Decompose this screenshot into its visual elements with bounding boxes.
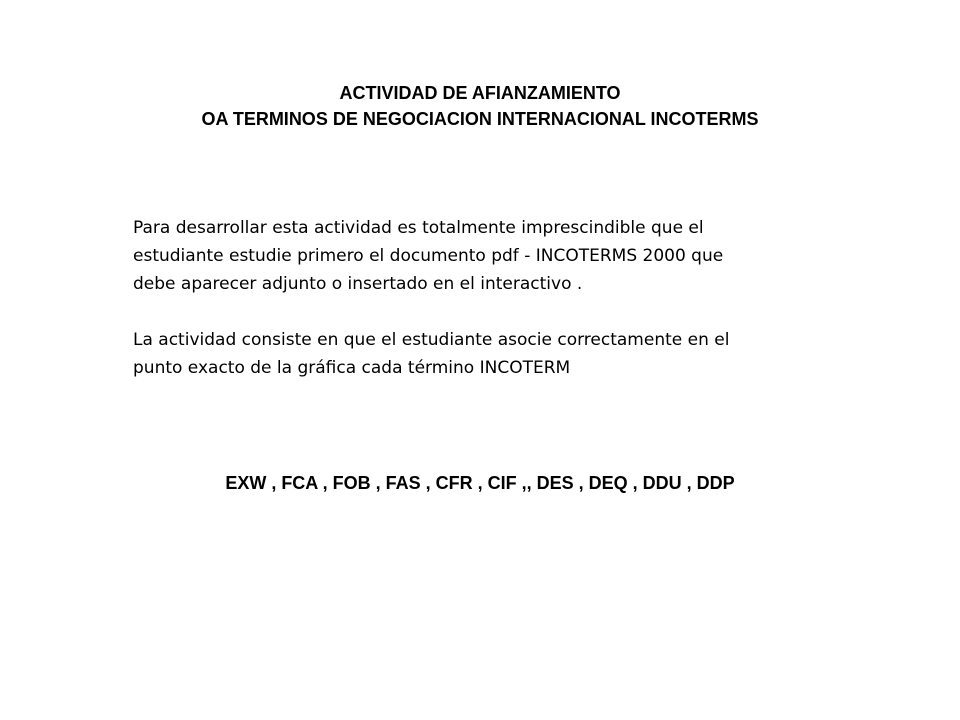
- paragraph-1-line: Para desarrollar esta actividad es totalmente imprescindible que el: [133, 218, 704, 238]
- paragraph-1-line: debe aparecer adjunto o insertado en el interactivo .: [133, 274, 583, 294]
- paragraph-spacer: [133, 298, 853, 326]
- paragraph-1-line: estudiante estudie primero el documento pdf - INCOTERMS 2000 que: [133, 246, 724, 266]
- paragraph-2-line: La actividad consiste en que el estudiante asocie correctamente en el: [133, 330, 730, 350]
- paragraph-2-line: punto exacto de la gráfica cada término INCOTERM: [133, 358, 571, 378]
- instructions-text: [133, 214, 853, 382]
- title-line-1: ACTIVIDAD DE AFIANZAMIENTO: [339, 83, 621, 103]
- title-line-2: OA TERMINOS DE NEGOCIACION INTERNACIONAL INCOTERMS: [201, 109, 759, 129]
- slide-title: [0, 80, 960, 132]
- incoterms-list: EXW , FCA , FOB , FAS , CFR , CIF ,, DES , DEQ , DDU , DDP: [225, 473, 735, 493]
